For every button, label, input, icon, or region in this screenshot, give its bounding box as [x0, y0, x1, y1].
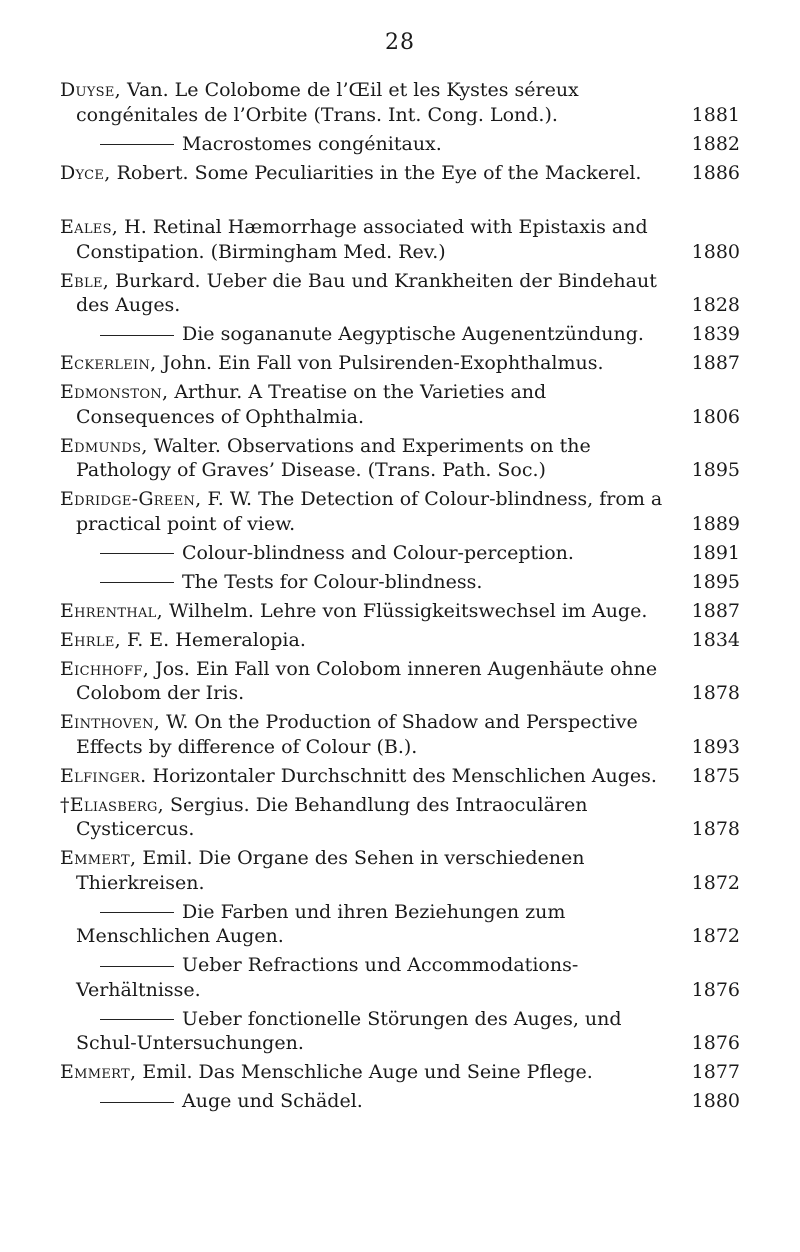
bibliography-entry — [60, 269, 740, 318]
bibliography-entry — [60, 322, 740, 347]
entry-title: Sergius. Die Behandlung des Intraoculären Cysticercus. — [76, 793, 588, 840]
entry-title: Emil. Die Organe des Sehen in verschiedenen Thierkreisen. — [76, 847, 585, 894]
bibliography-entry — [60, 764, 740, 789]
entry-year: 1886 — [691, 161, 740, 184]
entry-text — [76, 570, 740, 595]
entry-text — [60, 599, 740, 624]
entry-text — [60, 161, 740, 186]
entry-title: Van. Le Colobome de l’Œil et les Kystes séreux congénitales de l’Orbite (Trans. Int. Cong. Lond.). — [76, 79, 579, 126]
entry-year: 1880 — [691, 1090, 740, 1112]
bibliography-entry — [60, 78, 740, 127]
entry-text — [76, 953, 740, 1002]
entry-text — [60, 215, 740, 264]
entry-text — [60, 380, 740, 429]
entry-text — [76, 541, 740, 566]
entry-author: Ehrle, — [60, 628, 121, 651]
entry-text — [60, 434, 740, 483]
page-number: 28 — [385, 30, 415, 55]
bibliography-entry — [60, 846, 740, 895]
entry-text — [76, 1089, 740, 1114]
entry-title: Horizontaler Durchschnitt des Menschlichen Auges. — [146, 764, 657, 787]
entry-title: Die Farben und ihren Beziehungen zum Menschlichen Augen. — [76, 900, 566, 947]
entry-title: Ueber fonctionelle Störungen des Auges, und Schul-Untersuchungen. — [76, 1007, 622, 1054]
entry-year: 1875 — [691, 764, 740, 787]
bibliography-entry — [60, 657, 740, 706]
bibliography-entry — [60, 900, 740, 949]
entry-year: 1878 — [691, 818, 740, 840]
bibliography-entry — [60, 1007, 740, 1056]
entry-year: 1893 — [691, 735, 740, 758]
entry-title: Arthur. A Treatise on the Varieties and Consequences of Ophthalmia. — [76, 381, 547, 428]
bibliography-entry — [60, 434, 740, 483]
entry-author: Edmunds, — [60, 434, 148, 457]
entry-year: 1876 — [691, 1032, 740, 1054]
ditto-rule — [100, 582, 174, 583]
entry-author: †Eliasberg, — [60, 793, 164, 816]
entry-text — [60, 710, 740, 759]
bibliography-entry — [60, 380, 740, 429]
entry-text — [76, 900, 740, 949]
entry-year: 1839 — [691, 323, 740, 345]
entry-author: Einthoven, — [60, 711, 161, 733]
entry-year: 1876 — [691, 978, 740, 1001]
entry-title: Wilhelm. Lehre von Flüssigkeitswechsel im Auge. — [162, 599, 648, 622]
entry-text — [76, 322, 740, 347]
bibliography-entry — [60, 161, 740, 186]
entry-author: Emmert, — [60, 1061, 137, 1083]
entry-title: Walter. Observations and Experiments on the Pathology of Graves’ Disease. (Trans. Path. Soc.) — [76, 434, 591, 481]
bibliography-entry — [60, 541, 740, 566]
entry-text — [60, 78, 740, 127]
entry-year: 1895 — [691, 459, 740, 481]
entry-title: W. On the Production of Shadow and Perspective Effects by difference of Colour (B.). — [76, 711, 638, 758]
entry-year: 1872 — [691, 925, 740, 947]
entry-text — [60, 351, 740, 376]
ditto-rule — [100, 335, 174, 336]
bibliography-entry — [60, 628, 740, 653]
entry-year: 1882 — [691, 132, 740, 155]
entry-text — [76, 132, 740, 157]
entry-year: 1878 — [691, 682, 740, 704]
entry-text — [60, 1060, 740, 1085]
ditto-rule — [100, 553, 174, 554]
bibliography-entry — [60, 793, 740, 842]
entry-author: Edridge-Green, — [60, 488, 202, 510]
entry-title: John. Ein Fall von Pulsirenden-Exophthalmus. — [156, 352, 604, 374]
entry-text — [60, 269, 740, 318]
entry-text — [60, 846, 740, 895]
bibliography-entry — [60, 487, 740, 536]
entry-title: Jos. Ein Fall von Colobom inneren Augenhäute ohne Colobom der Iris. — [76, 657, 658, 704]
bibliography-entry — [60, 351, 740, 376]
entry-title: Macrostomes congénitaux. — [182, 132, 442, 155]
entry-text — [60, 487, 740, 536]
entry-title: The Tests for Colour-blindness. — [182, 570, 483, 593]
entry-author: Eble, — [60, 269, 110, 292]
bibliography-list — [60, 78, 740, 1118]
entry-text — [60, 628, 740, 653]
entry-year: 1880 — [691, 240, 740, 263]
entry-year: 1877 — [691, 1061, 740, 1083]
entry-author: Eales, — [60, 216, 119, 238]
entry-author: Eckerlein, — [60, 352, 157, 374]
entry-year: 1834 — [691, 628, 740, 651]
entry-author: Elfinger. — [60, 764, 147, 787]
entry-text — [76, 1007, 740, 1056]
entry-title: H. Retinal Hæmorrhage associated with Epistaxis and Constipation. (Birmingham Med. Rev.) — [76, 216, 648, 263]
entry-title: Colour-blindness and Colour-perception. — [182, 541, 574, 564]
entry-title: F. W. The Detection of Colour-blindness, from a practical point of view. — [76, 488, 663, 535]
entry-title: Die sogananute Aegyptische Augenentzündung. — [182, 323, 644, 345]
entry-text — [60, 764, 740, 789]
entry-year: 1891 — [691, 541, 740, 564]
bibliography-entry — [60, 599, 740, 624]
entry-author: Dyce, — [60, 161, 111, 184]
entry-author: Ehrenthal, — [60, 599, 163, 622]
entry-title: Emil. Das Menschliche Auge und Seine Pflege. — [136, 1061, 593, 1083]
entry-year: 1887 — [691, 599, 740, 622]
entry-year: 1872 — [691, 871, 740, 894]
entry-author: Emmert, — [60, 847, 137, 869]
ditto-rule — [100, 144, 174, 145]
entry-title: F. E. Hemeralopia. — [120, 628, 306, 651]
entry-author: Duyse, — [60, 79, 122, 101]
bibliography-entry — [60, 1089, 740, 1114]
entry-year: 1889 — [691, 512, 740, 535]
entry-year: 1895 — [691, 570, 740, 593]
bibliography-entry — [60, 1060, 740, 1085]
entry-title: Robert. Some Peculiarities in the Eye of the Mackerel. — [110, 161, 642, 184]
entry-text — [60, 793, 740, 842]
entry-author: Eichhoff, — [60, 657, 150, 680]
entry-year: 1828 — [691, 294, 740, 316]
entry-title: Burkard. Ueber die Bau und Krankheiten der Bindehaut des Auges. — [76, 269, 657, 316]
ditto-rule — [100, 1102, 174, 1103]
entry-year: 1881 — [691, 103, 740, 126]
entry-text — [60, 657, 740, 706]
bibliography-entry — [60, 570, 740, 595]
bibliography-entry — [60, 953, 740, 1002]
ditto-rule — [100, 912, 174, 913]
entry-title: Auge und Schädel. — [182, 1090, 363, 1112]
ditto-rule — [100, 966, 174, 967]
bibliography-entry — [60, 132, 740, 157]
entry-title: Ueber Refractions und Accommodations-Verhältnisse. — [76, 954, 579, 1001]
bibliography-entry — [60, 710, 740, 759]
entry-year: 1806 — [691, 405, 740, 428]
entry-year: 1887 — [691, 352, 740, 374]
bibliography-entry — [60, 215, 740, 264]
entry-author: Edmonston, — [60, 381, 169, 403]
ditto-rule — [100, 1019, 174, 1020]
